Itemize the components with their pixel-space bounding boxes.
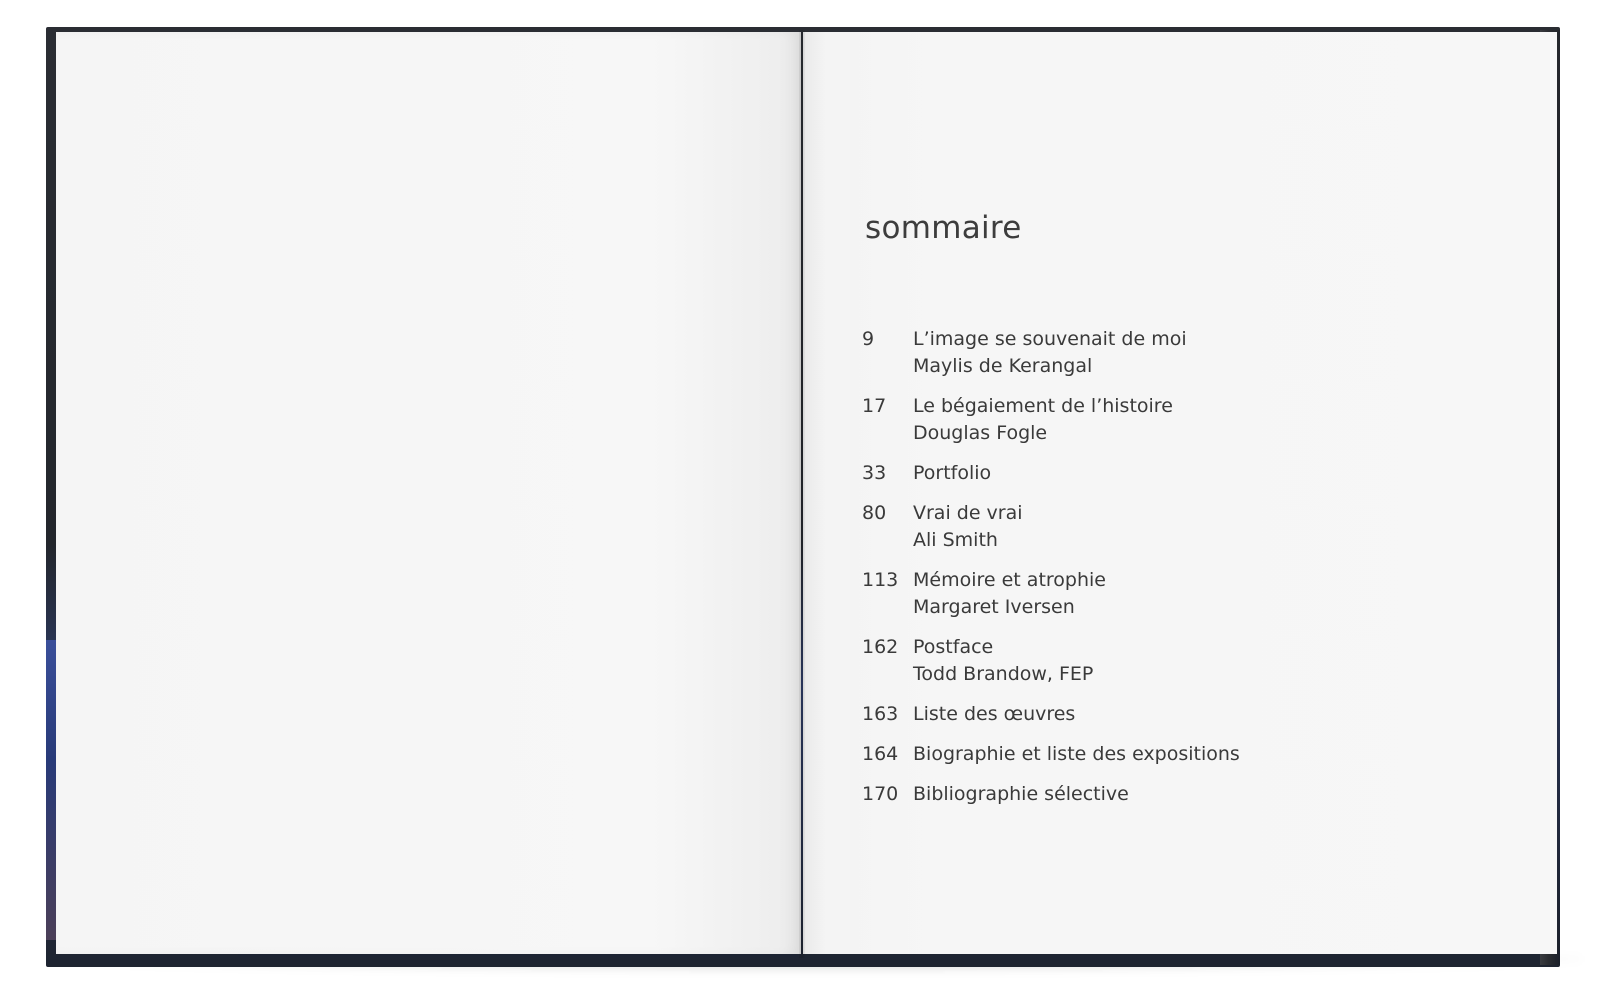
toc-text	[913, 326, 1187, 380]
toc-entry	[862, 634, 1382, 688]
book-gutter	[799, 30, 805, 958]
toc-author: Douglas Fogle	[913, 422, 1048, 444]
toc-entry	[862, 500, 1382, 554]
toc-text	[913, 634, 1093, 688]
toc-text	[913, 500, 1023, 554]
toc-page-number: 170	[862, 783, 899, 805]
left-page-blank	[56, 32, 801, 954]
toc-page-number: 163	[862, 703, 899, 725]
toc-title: Liste des œuvres	[913, 703, 1076, 725]
toc-text	[913, 393, 1173, 447]
toc-text	[913, 567, 1106, 621]
contents-title: sommaire	[865, 210, 1022, 246]
toc-entry	[862, 701, 1382, 728]
toc-page-number: 17	[862, 395, 887, 417]
toc-title: Postface	[913, 636, 994, 658]
toc-title: Mémoire et atrophie	[913, 569, 1106, 591]
toc-author: Ali Smith	[913, 529, 998, 551]
toc-title: Le bégaiement de l’histoire	[913, 395, 1173, 417]
toc-page-number: 33	[862, 462, 887, 484]
toc-entry	[862, 326, 1382, 380]
toc-title: Portfolio	[913, 462, 992, 484]
toc-entry	[862, 393, 1382, 447]
toc-text	[913, 741, 1240, 768]
toc-page-number: 113	[862, 569, 899, 591]
toc-text	[913, 701, 1075, 728]
toc-entry	[862, 781, 1382, 808]
toc-page-number: 164	[862, 743, 899, 765]
table-of-contents	[862, 326, 1382, 821]
toc-page-number: 162	[862, 636, 899, 658]
toc-author: Todd Brandow, FEP	[913, 663, 1094, 685]
toc-author: Margaret Iversen	[913, 596, 1075, 618]
toc-entry	[862, 567, 1382, 621]
toc-entry	[862, 460, 1382, 487]
toc-title: Biographie et liste des expositions	[913, 743, 1240, 765]
toc-title: L’image se souvenait de moi	[913, 328, 1187, 350]
toc-page-number: 80	[862, 502, 887, 524]
toc-text	[913, 460, 991, 487]
toc-title: Bibliographie sélective	[913, 783, 1129, 805]
toc-text	[913, 781, 1129, 808]
toc-author: Maylis de Kerangal	[913, 355, 1093, 377]
toc-title: Vrai de vrai	[913, 502, 1023, 524]
toc-page-number: 9	[862, 328, 875, 350]
toc-entry	[862, 741, 1382, 768]
